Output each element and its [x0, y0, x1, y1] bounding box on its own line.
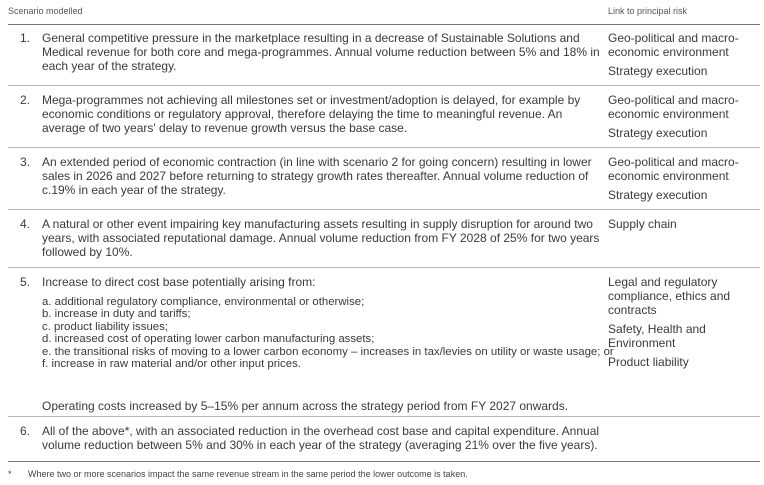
- row-divider: [8, 267, 760, 268]
- scenario-description: Mega-programmes not achieving all milestones set or investment/adoption is delayed, for example by economic conditions or regulatory approval, therefore delaying the time to meaningful revenue. An average of two years' delay to revenue growth versus the base case.: [42, 93, 581, 135]
- risk-column-header: Link to principal risk: [608, 6, 688, 16]
- risk-item: Legal and regulatory compliance, ethics and contracts: [608, 275, 731, 317]
- row-divider: [8, 147, 760, 148]
- cost-drivers-list: [42, 296, 614, 370]
- footnote-text: Where two or more scenarios impact the same revenue stream in the same period the lower outcome is taken.: [28, 469, 468, 479]
- list-item: f. increase in raw material and/or other input prices.: [42, 358, 301, 371]
- scenario-description: An extended period of economic contraction (in line with scenario 2 for going concern) resulting in lower sales in 2026 and 2027 before returning to strategy growth rates thereafter. Annual volume reduction of c.19% in each year of the strategy.: [42, 155, 592, 197]
- list-item: e. the transitional risks of moving to a lower carbon economy – increases in tax/levies on utility or waste usage; or: [42, 345, 614, 358]
- row-number: 2.: [20, 93, 31, 107]
- principal-risks: [608, 275, 758, 374]
- scenario-closing-note: Operating costs increased by 5–15% per annum across the strategy period from FY 2027 onwards.: [42, 399, 569, 413]
- row-number: 5.: [20, 275, 31, 289]
- row-number: 4.: [20, 217, 31, 231]
- row-divider: [8, 209, 760, 210]
- scenario-description: A natural or other event impairing key manufacturing assets resulting in supply disruption for around two years, with associated reputational damage. Annual volume reduction from FY 2028 of 25% for two years followed by 10%.: [42, 217, 600, 259]
- risk-item: Product liability: [608, 355, 689, 369]
- scenario-description: General competitive pressure in the marketplace resulting in a decrease of Sustainable Solutions and Medical revenue for both core and mega-programmes. Annual volume reduction between 5% and 18% in each year of the strategy.: [42, 31, 600, 73]
- risk-item: Geo-political and macro-economic environment: [608, 31, 739, 59]
- row-number: 6.: [20, 424, 31, 438]
- row-number: 1.: [20, 31, 31, 45]
- scenario-column-header: Scenario modelled: [8, 6, 83, 16]
- risk-item: Geo-political and macro-economic environment: [608, 155, 739, 183]
- scenario-description: Increase to direct cost base potentially arising from:: [42, 275, 316, 289]
- risk-item: Strategy execution: [608, 126, 708, 140]
- risk-item: Strategy execution: [608, 64, 708, 78]
- scenario-description: All of the above*, with an associated reduction in the overhead cost base and capital expenditure. Annual volume reduction between 5% and 30% in each year of the strategy (averaging 21% over the five years).: [42, 424, 600, 452]
- risk-item: Safety, Health and Environment: [608, 322, 706, 350]
- principal-risks: [608, 31, 758, 83]
- risk-item: Strategy execution: [608, 188, 708, 202]
- row-divider: [8, 85, 760, 86]
- list-item: a. additional regulatory compliance, environmental or otherwise;: [42, 296, 365, 308]
- risk-item: Geo-political and macro-economic environment: [608, 93, 739, 121]
- footnote: [8, 469, 468, 479]
- principal-risks: [608, 217, 758, 236]
- principal-risks: [608, 155, 758, 207]
- principal-risks: [608, 93, 758, 145]
- risk-item: Supply chain: [608, 217, 677, 231]
- header-divider: [8, 24, 760, 25]
- row-divider: [8, 416, 760, 417]
- list-item: b. increase in duty and tariffs;: [42, 308, 191, 321]
- list-item: d. increased cost of operating lower carbon manufacturing assets;: [42, 333, 375, 346]
- footnote-marker: *: [8, 469, 12, 479]
- row-number: 3.: [20, 155, 31, 169]
- list-item: c. product liability issues;: [42, 320, 168, 333]
- table-bottom-border: [8, 461, 760, 462]
